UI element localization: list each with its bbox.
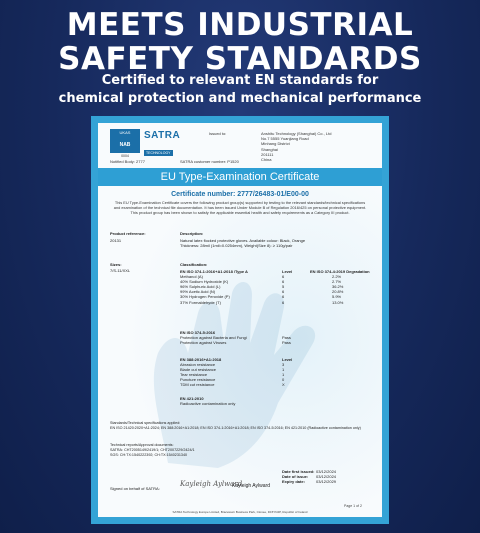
mechanical-name: Blade cut resistance — [180, 367, 217, 373]
table-row — [180, 340, 310, 345]
address-line: 201111 — [261, 151, 274, 157]
address-line: No.7 5555 Yuanjiang Road — [261, 136, 309, 142]
sizes-label: Sizes: — [110, 262, 122, 267]
expiry-label: Expiry date: — [282, 479, 305, 485]
chemical-degradation: 2.2% — [332, 274, 342, 280]
chemical-standard: EN ISO 374-1:2016+A1:2018 /Type A — [180, 269, 248, 274]
product-ref-label: Product reference: — [110, 231, 146, 236]
notified-body: Notified Body: 2777 — [110, 159, 145, 164]
biological-name: Protection against Viruses — [180, 340, 227, 346]
handwritten-signature: Kayleigh Aylward — [180, 480, 243, 488]
classification-label: Classification: — [180, 262, 208, 267]
ukas-logo-text: UKAS — [119, 130, 131, 135]
chemical-name: 40% Sodium Hydroxide (K) — [180, 279, 229, 285]
certificate-number: Certificate number: 2777/26483-01/E00-00 — [171, 191, 309, 198]
level-label: Level — [282, 357, 293, 362]
chemical-name: 37% Formaldehyde (T) — [180, 299, 221, 305]
mechanical-level: 1 — [282, 372, 285, 378]
date-issue: 03/12/2024 — [316, 474, 337, 480]
expiry-date: 03/12/2029 — [316, 479, 337, 485]
report-line: SATRA: CHT2005149/2419/1; CHT2007229/2424/1 — [110, 447, 195, 452]
date-first-label: Date first issued: — [282, 469, 315, 474]
mechanical-standard: EN 388:2016+A1:2018 — [180, 357, 222, 362]
description — [180, 238, 376, 248]
chemical-level: 6 — [282, 289, 285, 295]
mechanical-name: Puncture resistance — [180, 377, 216, 383]
sizes: 7/S-11/XXL — [110, 268, 131, 273]
radioactive-table — [180, 396, 235, 406]
certificate — [91, 116, 389, 524]
degradation-standard: EN ISO 374-4:2019 Degradation — [310, 269, 370, 274]
standards-applied — [110, 421, 372, 431]
product-ref: 20131 — [110, 238, 122, 243]
level-label: Level — [282, 269, 293, 274]
certificate-body — [98, 123, 382, 517]
date-first: 03/12/2024 — [316, 469, 337, 474]
biological-result: Pass — [282, 340, 291, 346]
chemical-name: Methanol (A) — [180, 274, 203, 280]
subheadline-line-2: chemical protection and mechanical performance — [58, 91, 422, 106]
issued-to-address — [261, 131, 371, 162]
signed-label: Signed on behalf of SATRA: — [110, 486, 160, 491]
mechanical-name: Tear resistance — [180, 372, 208, 378]
chemical-degradation: 5.9% — [332, 294, 342, 300]
biological-standard: EN ISO 374-5:2016 — [180, 330, 216, 335]
mechanical-table — [180, 357, 310, 388]
chemical-degradation: 13.0% — [332, 299, 344, 305]
headline-line-1: MEETS INDUSTRIAL — [66, 7, 414, 43]
chemical-table — [180, 269, 389, 305]
page-number: Page 1 of 2 — [344, 504, 362, 508]
chemical-level: 5 — [282, 284, 285, 290]
issuer-footer: SATRA Technology Europe Limited, Bracetown Business Park, Clonee, D15YN2P, Republic of Ireland — [172, 510, 308, 514]
report-line: SGS: CH:TX:1540222392; CH:TX:1540231340 — [110, 452, 188, 457]
mechanical-name: TDM cut resistance — [180, 382, 215, 388]
biological-name: Protection against Bacteria and Fungi — [180, 335, 247, 341]
satra-logo — [144, 130, 188, 155]
satra-logo-tagline: TECHNOLOGY — [146, 151, 171, 155]
mechanical-level: 0 — [282, 377, 285, 383]
biological-result: Pass — [282, 335, 291, 341]
address-line: Anshitu Technology (Shanghai) Co., Ltd — [261, 131, 332, 136]
mechanical-level: 1 — [282, 367, 285, 373]
chemical-degradation: 20.8% — [332, 289, 344, 295]
satra-logo-word: SATRA — [144, 130, 181, 141]
radioactive-row: Radioactive contamination only — [180, 401, 236, 407]
mechanical-level: X — [282, 382, 285, 388]
radioactive-standard: EN 421:2010 — [180, 396, 204, 401]
reports-label: Technical reports/Approval documents: — [110, 443, 174, 447]
subheadline — [0, 72, 480, 108]
chemical-name: 99% Acetic Acid (N) — [180, 289, 216, 295]
chemical-level: 6 — [282, 274, 285, 280]
subheadline-line-1: Certified to relevant EN standards for — [101, 73, 379, 88]
date-issue-label: Date of issue: — [282, 474, 309, 480]
chemical-degradation: 2.7% — [332, 279, 342, 285]
certificate-dates — [282, 469, 336, 485]
chemical-name: 96% Sulphuric Acid (L) — [180, 284, 221, 290]
standards-label: Standards/Technical specifications applied: — [110, 421, 181, 425]
description-line: Thickness: 28mil (1mil=0.0254mm), Weight(Size 8): ≥ 110g/pair — [180, 243, 293, 249]
address-line: Shanghai — [261, 146, 278, 152]
logo-code: 0004 — [121, 154, 129, 158]
signer-name: Kayleigh Aylward — [232, 483, 270, 489]
headline-line-2: SAFETY STANDARDS — [58, 41, 422, 77]
chemical-level: 6 — [282, 299, 285, 305]
certificate-title: EU Type-Examination Certificate — [98, 168, 382, 186]
chemical-name: 30% Hydrogen Peroxide (P) — [180, 294, 230, 300]
certificate-intro: This EU Type-Examination Certificate covers the following product group(s) supported by testing to the relevant standards/technical specifications and examination of the technical file documentation. It has been issued Under Module B of Regulation 2016/425 on personal protective equipment. This product group has been shown to satisfy the applicable essential health and safety requirements as a Category III product. — [113, 200, 367, 215]
address-line: China — [261, 157, 272, 163]
table-row — [180, 382, 310, 387]
chemical-degradation: 36.2% — [332, 284, 344, 290]
technical-reports — [110, 443, 372, 457]
mechanical-name: Abrasion resistance — [180, 362, 216, 368]
description-label: Description: — [180, 231, 204, 236]
biological-table — [180, 330, 310, 345]
issued-to-label: Issued to: — [209, 131, 227, 136]
nab-logo-text: NAB — [119, 142, 131, 148]
chemical-level: 6 — [282, 294, 285, 300]
address-line: Minhang District — [261, 141, 290, 147]
table-row — [180, 300, 389, 305]
headline — [0, 8, 480, 76]
expiry-row — [282, 479, 336, 484]
description-line: Natural latex flocked protective gloves. Available colour: Black, Orange — [180, 238, 306, 243]
mechanical-level: 3 — [282, 362, 285, 368]
customer-number: SATRA customer number: P1520 — [180, 159, 239, 164]
standards-list: EN ISO 21420:2020+A1:2024; EN 388:2016+A1:2018; EN ISO 374-1:2016+A1:2018; EN ISO 374-5:2016; EN 421:2010 (Radioactive contamination only) — [110, 425, 361, 430]
chemical-level: 6 — [282, 279, 285, 285]
